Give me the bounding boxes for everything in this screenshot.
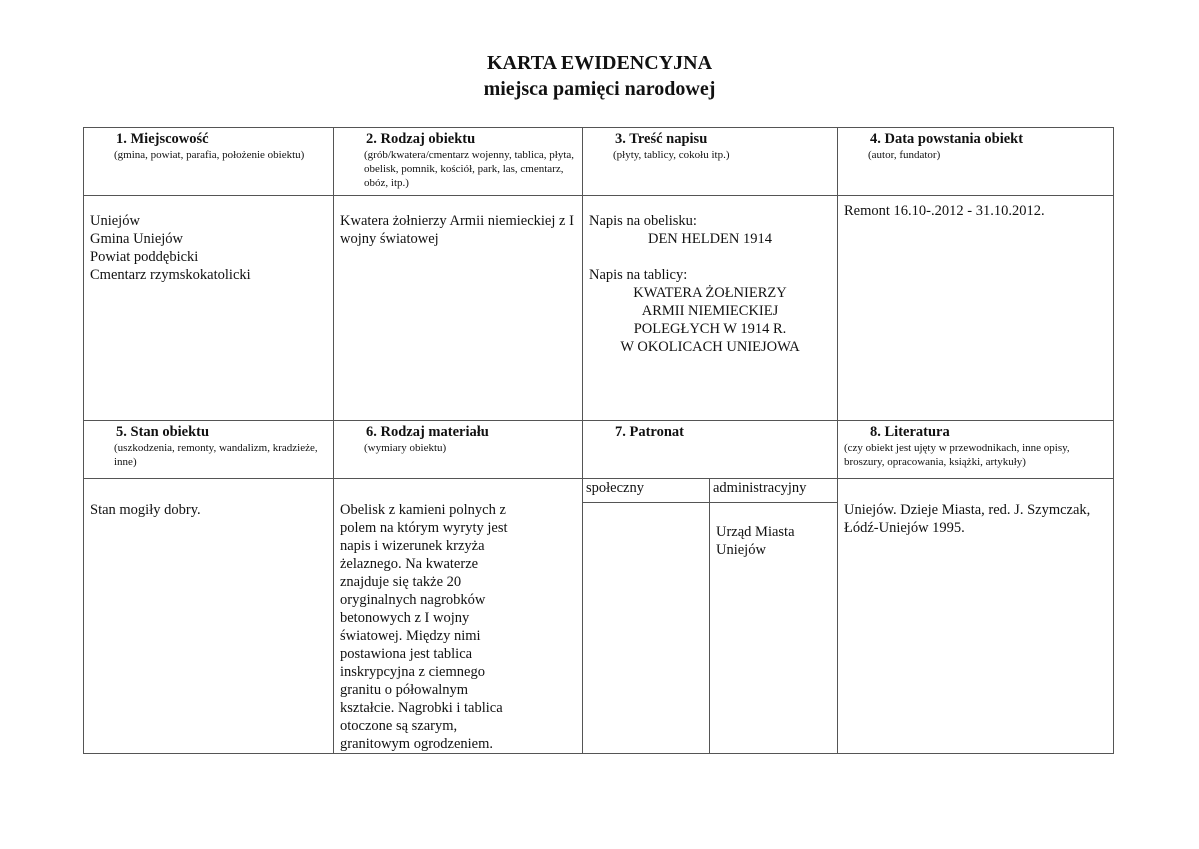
inscription-cell: Napis na obelisku: DEN HELDEN 1914 Napis na tablicy: KWATERA ŻOŁNIERZY ARMII NIEMIECKIEJ POLEGŁYCH W 1914 R. W OKOLICACH UNIEJOWA bbox=[583, 196, 838, 421]
date-cell: Remont 16.10-.2012 - 31.10.2012. bbox=[838, 196, 1114, 421]
header-location: 1. Miejscowość (gmina, powiat, parafia, położenie obiektu) bbox=[84, 128, 334, 196]
condition-cell: Stan mogiły dobry. bbox=[84, 479, 334, 754]
location-cell: Uniejów Gmina Uniejów Powiat poddębicki Cmentarz rzymskokatolicki bbox=[84, 196, 334, 421]
header-object-type: 2. Rodzaj obiektu (grób/kwatera/cmentarz wojenny, tablica, płyta, obelisk, pomnik, kościół, park, las, cmentarz, obóz, itp.) bbox=[334, 128, 583, 196]
header-date: 4. Data powstania obiekt (autor, fundator) bbox=[838, 128, 1114, 196]
patronage-social-cell bbox=[583, 502, 710, 753]
document-subtitle: miejsca pamięci narodowej bbox=[483, 78, 716, 100]
patronage-social-label: społeczny bbox=[583, 479, 710, 503]
patronage-admin-cell: Urząd Miasta Uniejów bbox=[710, 502, 838, 753]
object-type-cell: Kwatera żołnierzy Armii niemieckiej z I wojny światowej bbox=[334, 196, 583, 421]
document-title: KARTA EWIDENCYJNA bbox=[486, 52, 713, 74]
header-literature: 8. Literatura (czy obiekt jest ujęty w przewodnikach, inne opisy, broszury, opracowania, książki, artykuły) bbox=[838, 421, 1114, 479]
literature-cell: Uniejów. Dzieje Miasta, red. J. Szymczak, Łódź-Uniejów 1995. bbox=[838, 479, 1114, 754]
header-condition: 5. Stan obiektu (uszkodzenia, remonty, wandalizm, kradzieże, inne) bbox=[84, 421, 334, 479]
header-material: 6. Rodzaj materiału (wymiary obiektu) bbox=[334, 421, 583, 479]
patronage-admin-label: administracyjny bbox=[710, 479, 838, 503]
header-patronage: 7. Patronat bbox=[583, 421, 838, 479]
header-inscription: 3. Treść napisu (płyty, tablicy, cokołu itp.) bbox=[583, 128, 838, 196]
material-cell: Obelisk z kamieni polnych z polem na którym wyryty jest napis i wizerunek krzyża żelaznego. Na kwaterze znajduje się także 20 oryginalnych nagrobków betonowych z I wojny światowej. Między nimi postawiona jest tablica inskrypcyjna z ciemnego granitu o półowalnym kształcie. Nagrobki i tablica otoczone są szarym, granitowym ogrodzeniem. bbox=[334, 479, 583, 754]
record-table bbox=[83, 127, 1114, 754]
